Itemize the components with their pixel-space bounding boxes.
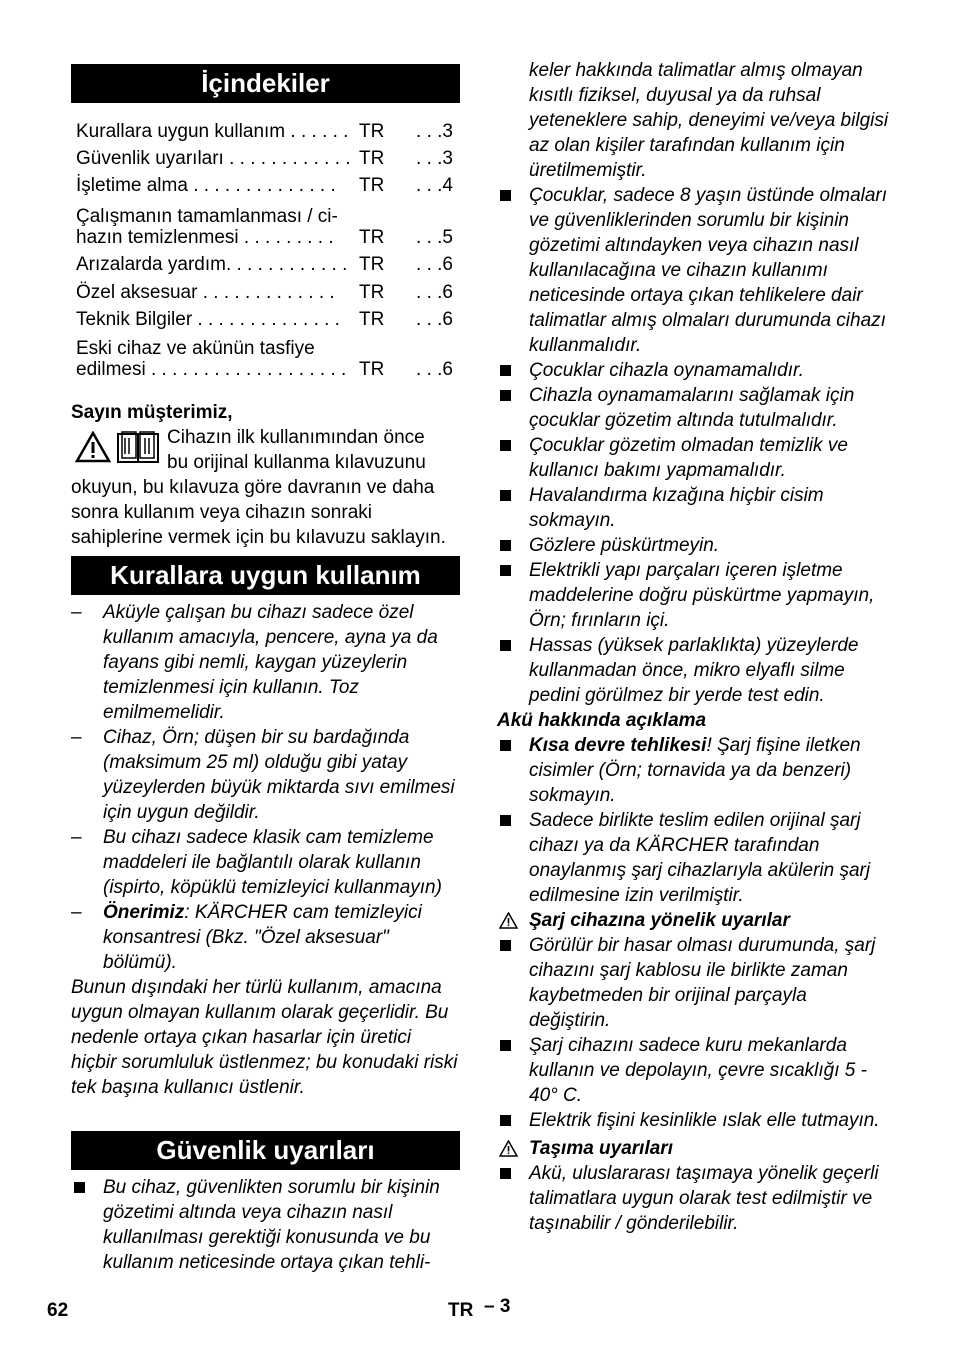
- charger-heading: Şarj cihazına yönelik uyarılar: [497, 908, 889, 933]
- toc-row[interactable]: İşletime alma . . . . . . . . . . . . . . TR . . .4: [76, 175, 453, 196]
- list-item: Elektrikli yapı parçaları içeren işletme maddelerine doğru püskürtme yapmayın, Örn; fırınların içi.: [497, 558, 889, 633]
- intro-block: Sayın müşterimiz, Cihazın ilk kullanımından önce bu orijinal kullanma kılavuzunu okuyun, bu kılavuza göre davranın ve daha sonra kullanım veya cihazın sonraki sahiplerine vermek için bu kılavuzu saklayın.: [71, 400, 461, 550]
- list-item: Havalandırma kızağına hiçbir cisim sokmayın.: [497, 483, 889, 533]
- warning-icon: [499, 912, 518, 929]
- list-item: Kısa devre tehlikesi! Şarj fişine iletken cisimler (Örn; tornavida ya da benzeri) sokmayın.: [497, 733, 889, 808]
- list-item: Hassas (yüksek parlaklıkta) yüzeylerde kullanmadan önce, mikro elyaflı silme pedini görülmez bir yerde test edin.: [497, 633, 889, 708]
- list-item: Gözlere püskürtmeyin.: [497, 533, 889, 558]
- toc-row[interactable]: Güvenlik uyarıları . . . . . . . . . . . . TR . . .3: [76, 148, 453, 169]
- list-item: – Önerimiz: KÄRCHER cam temizleyici konsantresi (Bkz. "Özel aksesuar" bölümü).: [71, 902, 422, 973]
- footer-section: – 3: [484, 1296, 511, 1317]
- list-item: Çocuklar cihazla oynamamalıdır.: [497, 358, 889, 383]
- list-item: Elektrik fişini kesinlikle ıslak elle tutmayın.: [497, 1108, 889, 1133]
- list-item: Görülür bir hasar olması durumunda, şarj cihazını şarj kablosu ile birlikte zaman kaybetmeden bir orijinal parçayla değiştirin.: [497, 933, 889, 1033]
- list-item: Cihazla oynamamalarını sağlamak için çocuklar gözetim altında tutulmalıdır.: [497, 383, 889, 433]
- list-item: – Aküyle çalışan bu cihazı sadece özel kullanım amacıyla, pencere, ayna ya da fayans gibi nemli, kaygan yüzeylerin temizlenmesi için kullanın. Toz emilmemelidir.: [71, 602, 438, 723]
- warning-icon: [499, 1140, 518, 1157]
- list-item: Sadece birlikte teslim edilen orijinal şarj cihazı ya da KÄRCHER tarafından onaylanmış şarj cihazlarıyla akülerin şarj edilmesine izin verilmiştir.: [497, 808, 889, 908]
- warning-icon: [75, 431, 111, 463]
- table-of-contents: [76, 117, 456, 382]
- toc-row[interactable]: Eski cihaz ve akünün tasfiye edilmesi . . . . . . . . . . . . . . . . . . . TR . . .6: [76, 338, 453, 380]
- manual-book-icon: [116, 430, 160, 464]
- list-item: Çocuklar, sadece 8 yaşın üstünde olmaları ve güvenliklerinden sorumlu bir kişinin gözetimi altındayken veya cihazın nasıl kullanılacağına ve cihazın kullanımı neticesinde ortaya çıkan tehlikelere dair talimatlar almış olmaları durumunda cihazı kullanmalıdır.: [497, 183, 889, 358]
- intro-text: okuyun, bu kılavuza göre davranın ve daha sonra kullanım veya cihazın sonraki sahiplerine vermek için bu kılavuzu saklayın.: [71, 477, 446, 548]
- battery-heading: Akü hakkında açıklama: [497, 710, 707, 731]
- proper-use-section: [71, 600, 461, 1100]
- toc-row[interactable]: Kurallara uygun kullanım . . . . . . TR . . .3: [76, 121, 453, 142]
- toc-heading: İçindekiler: [71, 64, 460, 103]
- list-item: Bu cihaz, güvenlikten sorumlu bir kişinin gözetimi altında veya cihazın nasıl kullanılması gerektiği konusunda ve bu kullanım neticesinde ortaya çıkan tehli-: [71, 1175, 461, 1275]
- proper-use-heading: Kurallara uygun kullanım: [71, 556, 460, 595]
- safety-section: [71, 1175, 461, 1275]
- salutation: Sayın müşterimiz,: [71, 402, 233, 423]
- proper-use-outro: Bunun dışındaki her türlü kullanım, amacına uygun olmayan kullanım olarak geçerlidir. Bu nedenle ortaya çıkan hasarlar için üretici hiçbir sorumluluk üstlenmez; bu konudaki riski tek başına kullanıcı üstlenir.: [71, 977, 458, 1098]
- list-item: – Bu cihazı sadece klasik cam temizleme maddeleri ile bağlantılı olarak kullanın (ispirto, köpüklü temizleyici kullanmayın): [71, 827, 442, 898]
- transport-heading: Taşıma uyarıları: [497, 1136, 889, 1161]
- toc-row[interactable]: Arızalarda yardım. . . . . . . . . . . . TR . . .6: [76, 254, 453, 275]
- list-item: – Cihaz, Örn; düşen bir su bardağında (maksimum 25 ml) olduğu gibi yatay yüzeylerden büyük miktarda sıvı emilmesi için uygun değildir.: [71, 727, 455, 823]
- toc-row[interactable]: Teknik Bilgiler . . . . . . . . . . . . . . TR . . .6: [76, 309, 453, 330]
- toc-row[interactable]: Özel aksesuar . . . . . . . . . . . . . TR . . .6: [76, 282, 453, 303]
- safety-heading: Güvenlik uyarıları: [71, 1131, 460, 1170]
- page-number: 62: [47, 1300, 69, 1321]
- toc-row[interactable]: Çalışmanın tamamlanması / ci- hazın temizlenmesi . . . . . . . . . TR . . .5: [76, 206, 453, 248]
- safety-continued: keler hakkında talimatlar almış olmayan kısıtlı fiziksel, duyusal ya da ruhsal yeteneklere sahip, deneyimi ve/veya bilgisi az olan kişiler tarafından kullanım için üretilmemiştir. Çocuklar, sadece 8 yaşın üstünde olmaları ve güvenliklerinden sorumlu bir kişinin gözetimi altındayken veya cihazın nasıl kullanılacağına ve cihazın kullanımı neticesinde ortaya çıkan tehlikelere dair talimatlar almış olmaları durumunda cihazı kullanmalıdır. Çocuklar cihazla oynamamalıdır. Cihazla oynamamalarını sağlamak için çocuklar gözetim altında tutulmalıdır. Çocuklar gözetim olmadan temizlik ve kullanıcı bakımı yapmamalıdır. Havalandırma kızağına hiçbir cisim sokmayın. Gözlere püskürtmeyin. Elektrikli yapı parçaları içeren işletme maddelerine doğru püskürtme yapmayın, Örn; fırınların içi. Hassas (yüksek parlaklıkta) yüzeylerde kullanmadan önce, mikro elyaflı silme pedini görülmez bir yerde test edin. Akü hakkında açıklama Kısa devre tehlikesi! Şarj fişine iletken cisimler (Örn; tornavida ya da benzeri) sokmayın. Sadece birlikte teslim edilen orijinal şarj cihazı ya da KÄRCHER tarafından onaylanmış şarj cihazlarıyla akülerin şarj edilmesine izin verilmiştir. Şarj cihazına yönelik uyarılar Görülür bir hasar olması durumunda, şarj cihazını şarj kablosu ile birlikte zaman kaybetmeden bir orijinal parçayla değiştirin. Şarj cihazını sadece kuru mekanlarda kullanın ve depolayın, çevre sıcaklığı 5 - 40° C. Elektrik fişini kesinlikle ıslak elle tutmayın. Taşıma uyarıları Akü, uluslararası taşımaya yönelik geçerli talimatlara uygun olarak test edilmiştir ve taşınabilir / gönderilebilir.: [497, 60, 889, 1234]
- list-item: Çocuklar gözetim olmadan temizlik ve kullanıcı bakımı yapmamalıdır.: [497, 433, 889, 483]
- list-item: Akü, uluslararası taşımaya yönelik geçerli talimatlara uygun olarak test edilmiştir ve taşınabilir / gönderilebilir.: [497, 1161, 889, 1236]
- footer-lang: TR: [448, 1300, 474, 1321]
- list-item: Şarj cihazını sadece kuru mekanlarda kullanın ve depolayın, çevre sıcaklığı 5 - 40° C.: [497, 1033, 889, 1108]
